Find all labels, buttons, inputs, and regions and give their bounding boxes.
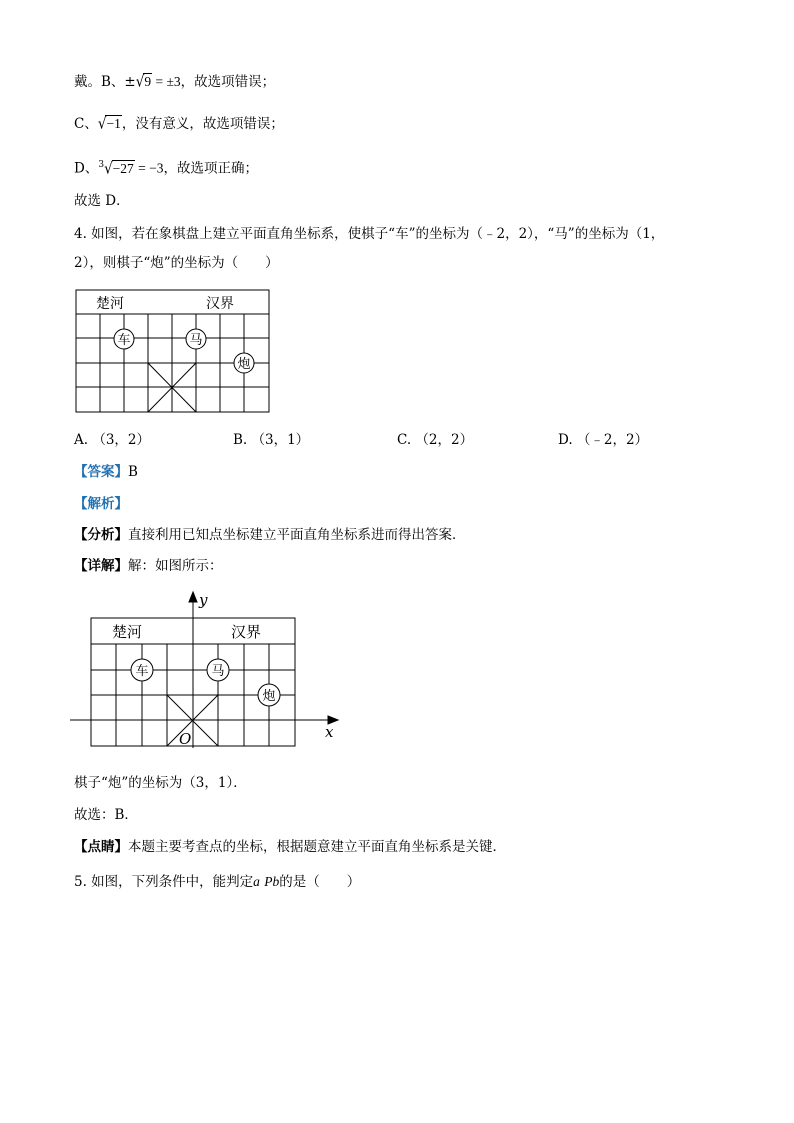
q5-math-p: P [264, 874, 273, 889]
piece-pao-label: 炮 [237, 357, 251, 372]
y-axis-label: y [199, 591, 208, 609]
line-c-suffix: ，没有意义，故选项错误； [121, 116, 284, 132]
line-b-suffix: ，故选项错误； [180, 74, 276, 90]
fenxi-text: 直接利用已知点坐标建立平面直角坐标系进而得出答案． [128, 527, 466, 543]
piece-che-label: 车 [117, 333, 131, 348]
line-c-prefix: C、 [74, 116, 98, 132]
sqrt-icon: √ [135, 72, 145, 92]
x-axis-label: x [325, 723, 334, 741]
solution-line-b [74, 72, 275, 92]
root-index: 3 [98, 160, 105, 170]
coordinate-board-figure [66, 590, 348, 752]
river-right-label: 汉界 [206, 296, 234, 312]
question-4-line-1: 4. 如图，若在象棋盘上建立平面直角坐标系，使棋子“车”的坐标为（﹣2，2），“马”的坐标为（1， [74, 226, 665, 242]
option-a[interactable]: A. （3，2） [74, 432, 151, 448]
river-right-label: 汉界 [231, 623, 262, 641]
piece-pao [234, 353, 254, 373]
option-c[interactable]: C. （2，2） [397, 432, 474, 448]
line-d-suffix: ，故选项正确； [163, 160, 259, 177]
result-line: 棋子“炮”的坐标为（3，1）． [74, 775, 247, 791]
option-d[interactable]: D. （﹣2，2） [558, 432, 649, 448]
chess-board-figure [74, 288, 272, 416]
piece-ma-label: 马 [189, 333, 203, 348]
q5-suffix: 的是（ ） [279, 874, 361, 890]
dianjing-label: 【点睛】 [74, 839, 128, 855]
piece-ma [186, 329, 206, 349]
answer-value: B [128, 464, 138, 480]
analysis-label: 【解析】 [74, 496, 128, 512]
solution-line-c [74, 114, 284, 134]
line-b-prefix: 戴。B、± [74, 74, 136, 90]
answer-line [74, 462, 138, 482]
piece-che [114, 329, 134, 349]
answer-label: 【答案】 [74, 464, 128, 480]
choose-b-line: 故选：B． [74, 807, 138, 823]
dianjing-line [74, 837, 506, 857]
radicand: 9 [144, 74, 152, 89]
radicand: −27 [112, 160, 134, 176]
piece-pao [258, 684, 280, 706]
line-d-prefix: D、 [74, 160, 99, 177]
sqrt-icon: √ [97, 114, 107, 134]
xiangjie-line [74, 556, 223, 576]
fenxi-line [74, 525, 466, 545]
question-5-line [74, 872, 360, 892]
question-4-line-2: 2），则棋子“炮”的坐标为（ ） [74, 255, 279, 271]
piece-pao-label: 炮 [262, 689, 276, 704]
q5-prefix: 5. 如图，下列条件中，能判定 [74, 874, 254, 890]
analysis-line [74, 494, 128, 514]
q5-math-a: a [253, 874, 260, 889]
xiangjie-text: 解：如图所示： [128, 558, 223, 574]
equation: = ±3 [152, 74, 181, 89]
cbrt-icon: √ [104, 159, 113, 178]
piece-che-label: 车 [135, 664, 149, 679]
equation: = −3 [134, 160, 164, 176]
xiangjie-label: 【详解】 [74, 558, 128, 574]
fenxi-label: 【分析】 [74, 527, 128, 543]
dianjing-text: 本题主要考查点的坐标，根据题意建立平面直角坐标系是关键． [128, 839, 506, 855]
piece-ma-label: 马 [211, 664, 225, 679]
river-left-label: 楚河 [96, 296, 124, 312]
solution-line-d [74, 155, 258, 179]
river-left-label: 楚河 [112, 623, 143, 641]
origin-label: O [179, 730, 192, 748]
radicand: −1 [106, 116, 121, 131]
option-b[interactable]: B. （3，1） [233, 432, 310, 448]
piece-ma [207, 659, 229, 681]
q5-math-b: b [272, 874, 280, 889]
choose-d-line: 故选 D． [74, 193, 130, 209]
piece-che [131, 659, 153, 681]
